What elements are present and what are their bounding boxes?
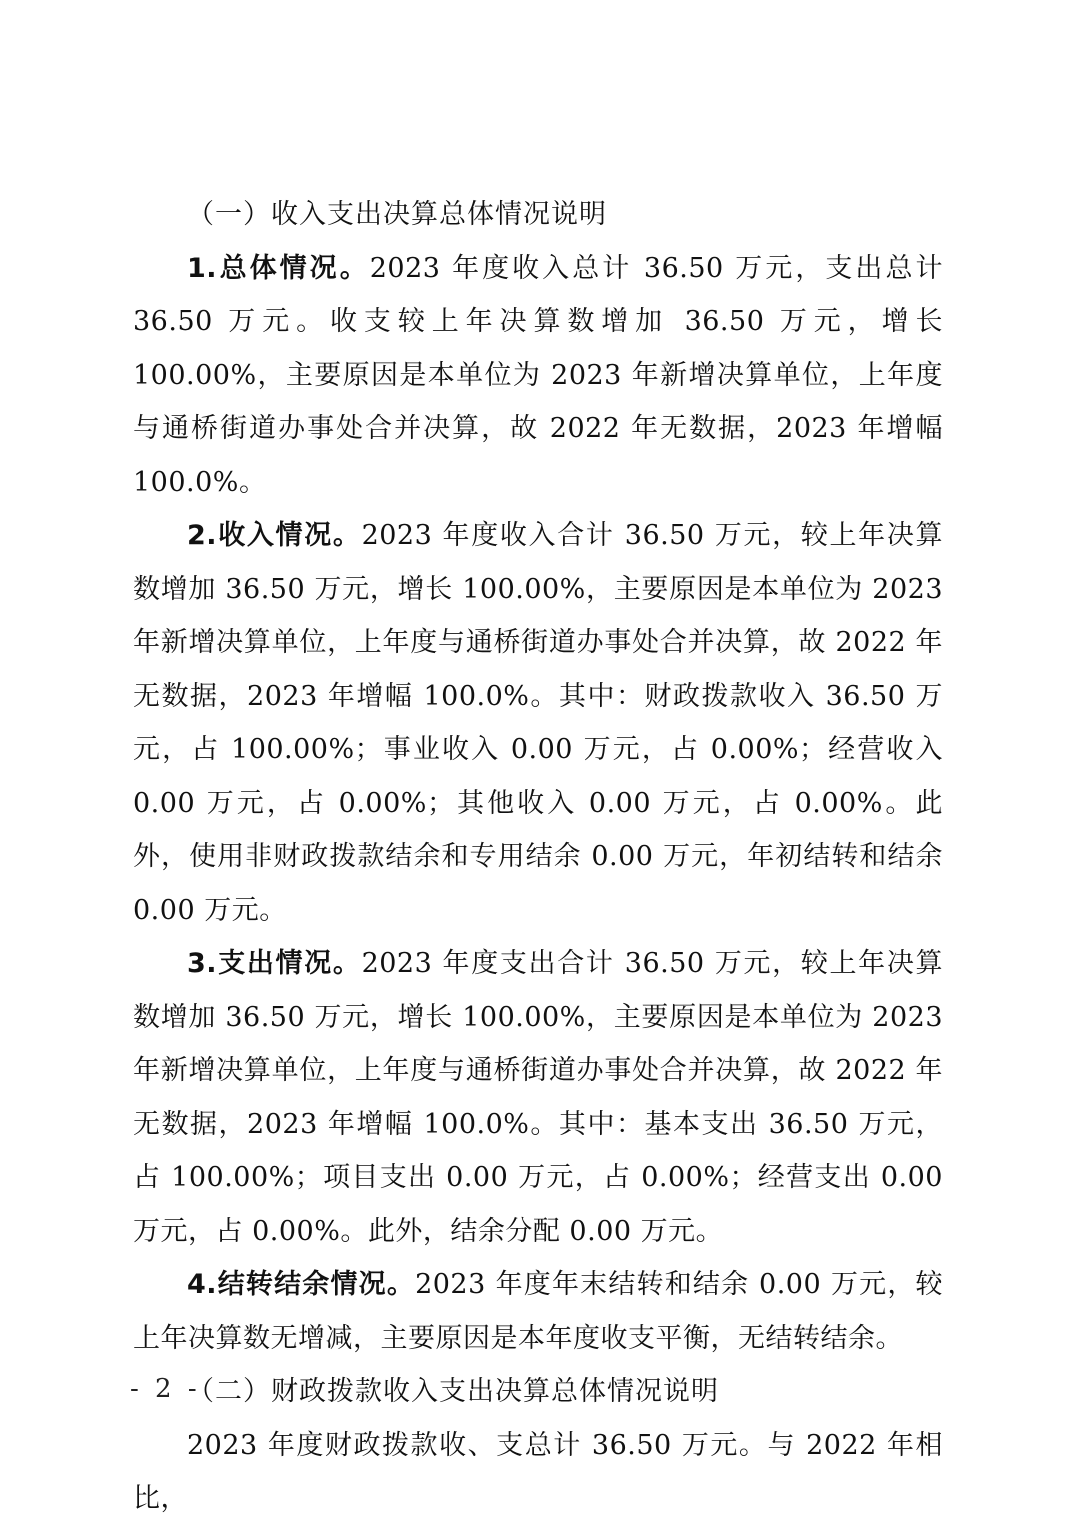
page-number: - 2 - [130, 1374, 201, 1404]
paragraph-fiscal [133, 1419, 943, 1526]
section-heading-2: （二）财政拨款收入支出决算总体情况说明 [187, 1376, 719, 1407]
paragraph-overall [133, 242, 943, 510]
paragraph-expense-text: 2023 年度支出合计 36.50 万元，较上年决算数增加 36.50 万元，增长 100.00%，主要原因是本单位为 2023 年新增决算单位，上年度与通桥街道办事处合并决算，故 2022 年无数据，2023 年增幅 100.0%。其中：基本支出 36.50 万元，占 100.00%；项目支出 0.00 万元，占 0.00%；经营支出 0.00 万元，占 0.00%。此外，结余分配 0.00 万元。 [133, 948, 943, 1247]
paragraph-fiscal-text: 2023 年度财政拨款收、支总计 36.50 万元。与 2022 年相比， [133, 1429, 943, 1514]
paragraph-income [133, 509, 943, 937]
paragraph-income-text: 2023 年度收入合计 36.50 万元，较上年决算数增加 36.50 万元，增长 100.00%，主要原因是本单位为 2023 年新增决算单位，上年度与通桥街道办事处合并决算，故 2022 年无数据，2023 年增幅 100.0%。其中：财政拨款收入 36.50 万元，占 100.00%；事业收入 0.00 万元，占 0.00%；经营收入 0.00 万元，占 0.00%；其他收入 0.00 万元，占 0.00%。此外，使用非财政拨款结余和专用结余 0.00 万元，年初结转和结余 0.00 万元。 [133, 520, 943, 926]
section-heading-1: （一）收入支出决算总体情况说明 [187, 199, 607, 230]
paragraph-expense-lead: 3.支出情况。 [187, 948, 362, 979]
paragraph-overall-text: 2023 年度收入总计 36.50 万元，支出总计 36.50 万元。收支较上年决算数增加 36.50 万元，增长 100.00%，主要原因是本单位为 2023 年新增决算单位，上年度与通桥街道办事处合并决算，故 2022 年无数据，2023 年增幅 100.0%。 [133, 252, 943, 498]
paragraph-carryover-text: 2023 年度年末结转和结余 0.00 万元，较上年决算数无增减，主要原因是本年度收支平衡，无结转结余。 [133, 1269, 944, 1354]
paragraph-expense [133, 937, 943, 1258]
paragraph-overall-lead: 1.总体情况。 [187, 252, 370, 284]
document-body [133, 188, 943, 1526]
paragraph-carryover-lead: 4.结转结余情况。 [187, 1269, 416, 1300]
paragraph-income-lead: 2.收入情况。 [187, 520, 362, 551]
paragraph-carryover [133, 1258, 943, 1365]
